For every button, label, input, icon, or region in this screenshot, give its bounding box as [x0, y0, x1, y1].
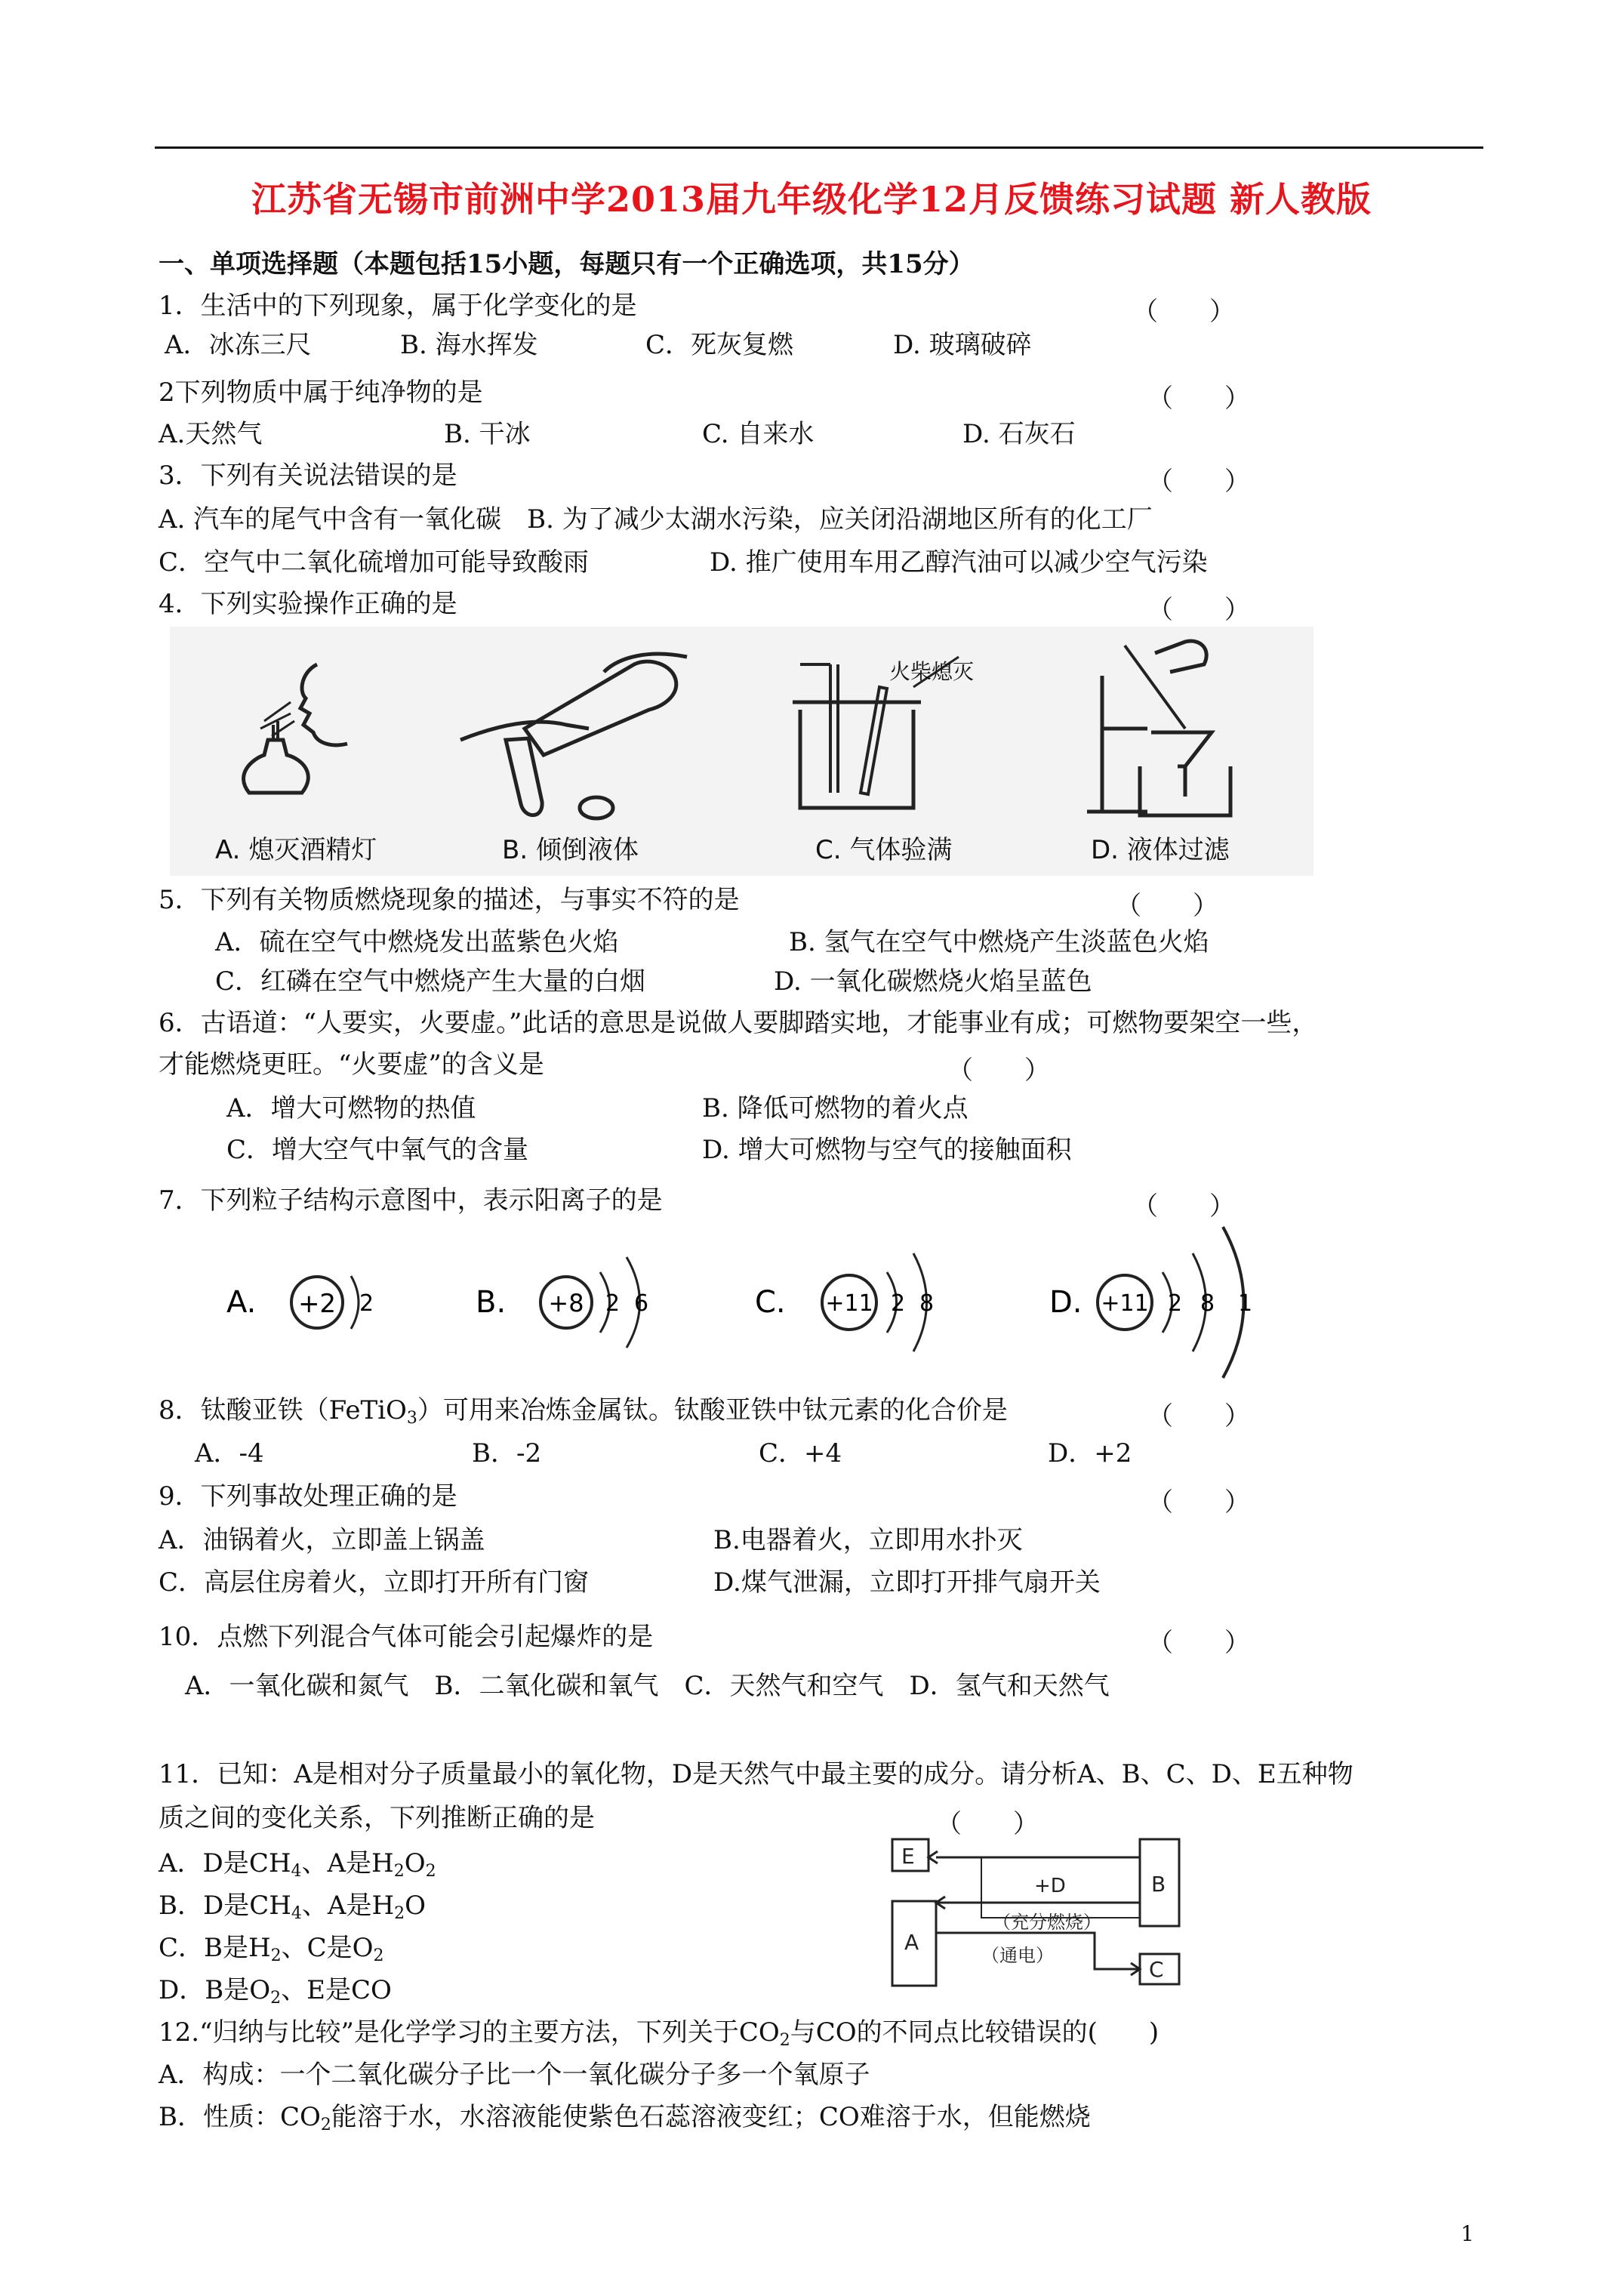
q6-option-b: B. 降低可燃物的着火点 — [702, 1093, 969, 1123]
fig-caption-c: C. 气体验满 — [815, 835, 953, 865]
q2-stem: 2下列物质中属于纯净物的是 — [159, 378, 483, 408]
atom-b-shell-1-count: 2 — [605, 1290, 621, 1317]
q2-answer-paren: （ ） — [1147, 384, 1250, 414]
q1-stem: 1．生活中的下列现象，属于化学变化的是 — [159, 291, 637, 321]
q10-answer-paren: （ ） — [1147, 1628, 1250, 1658]
q6-stem-line2: 才能燃烧更旺。“火要虚”的含义是 — [159, 1049, 544, 1080]
arrow-label-burn: （充分燃烧） — [993, 1912, 1101, 1933]
q7-stem: 7．下列粒子结构示意图中，表示阳离子的是 — [159, 1185, 663, 1216]
q12-stem: 12.“归纳与比较”是化学学习的主要方法，下列关于$CO_2$与CO的不同点比较错误的( ) — [159, 2017, 1160, 2050]
q6-option-d: D. 增大可燃物与空气的接触面积 — [702, 1135, 1072, 1165]
q11-answer-paren: （ ） — [936, 1809, 1039, 1839]
atom-d-charge: +11 — [1101, 1290, 1149, 1317]
q9-option-b: B.电器着火，立即用水扑灭 — [713, 1525, 1023, 1555]
q11-option-a: A．D是$CH_4$、A是$H_2O_2$ — [159, 1848, 436, 1881]
q4-answer-paren: （ ） — [1147, 595, 1250, 625]
atom-d-shell-3-count: 1 — [1238, 1290, 1253, 1317]
atom-c-shell-2-count: 8 — [919, 1290, 935, 1317]
fig-caption-b: B. 倾倒液体 — [502, 835, 639, 865]
arrow-label-electrolysis: （通电） — [981, 1945, 1054, 1966]
q1-answer-paren: （ ） — [1132, 297, 1235, 327]
atom-c-label: C. — [755, 1285, 786, 1320]
q3-answer-paren: （ ） — [1147, 467, 1250, 497]
arrow-label-plus-d: +D — [1034, 1875, 1066, 1897]
fig-caption-a: A. 熄灭酒精灯 — [215, 835, 377, 865]
q5-option-d: D. 一氧化碳燃烧火焰呈蓝色 — [774, 966, 1092, 997]
q10-options: A．一氧化碳和氮气 B．二氧化碳和氧气 C．天然气和空气 D．氢气和天然气 — [185, 1671, 1110, 1701]
q7-answer-paren: （ ） — [1132, 1191, 1235, 1222]
q2-option-c: C. 自来水 — [702, 419, 815, 449]
q3-stem: 3．下列有关说法错误的是 — [159, 461, 457, 491]
q3-option-c: C．空气中二氧化硫增加可能导致酸雨 — [159, 547, 590, 578]
q2-option-a: A.天然气 — [159, 419, 263, 449]
box-c-label: C — [1149, 1957, 1164, 1982]
q11-option-d: D．B是$O_2$、E是CO — [159, 1975, 392, 2008]
box-a-label: A — [904, 1930, 919, 1955]
atom-b-label: B. — [476, 1285, 507, 1320]
section-heading: 一、单项选择题（本题包括15小题，每题只有一个正确选项，共15分） — [159, 249, 975, 279]
q2-option-d: D. 石灰石 — [962, 419, 1076, 449]
atom-b-charge: +8 — [548, 1289, 584, 1318]
q2-option-b: B. 干冰 — [444, 419, 531, 449]
alcohol-lamp-figure — [219, 649, 393, 823]
q8-answer-paren: （ ） — [1147, 1401, 1250, 1432]
q1-option-b: B. 海水挥发 — [400, 330, 538, 360]
q11-option-b: B．D是$CH_4$、A是$H_2O$ — [159, 1891, 427, 1923]
q6-option-a: A．增大可燃物的热值 — [226, 1093, 476, 1123]
q3-option-d: D. 推广使用车用乙醇汽油可以减少空气污染 — [710, 547, 1208, 578]
q9-stem: 9．下列事故处理正确的是 — [159, 1481, 457, 1512]
q12-option-a: A．构成：一个二氧化碳分子比一个一氧化碳分子多一个氧原子 — [159, 2060, 870, 2090]
q8-option-b: B．-2 — [472, 1438, 542, 1469]
atom-d-shell-2-count: 8 — [1200, 1290, 1215, 1317]
q6-option-c: C．增大空气中氧气的含量 — [226, 1135, 529, 1165]
atom-c-charge: +11 — [825, 1290, 873, 1317]
q11-stem-line2: 质之间的变化关系，下列推断正确的是 — [159, 1803, 595, 1833]
filtration-figure — [1079, 638, 1276, 827]
q5-stem: 5．下列有关物质燃烧现象的描述，与事实不符的是 — [159, 885, 740, 915]
atom-a-charge: +2 — [297, 1289, 337, 1319]
atom-c-shell-1-count: 2 — [891, 1290, 906, 1317]
q6-stem-line1: 6．古语道：“人要实，火要虚。”此话的意思是说做人要脚踏实地，才能事业有成；可燃物要架空一些， — [159, 1008, 1318, 1038]
q5-option-c: C．红磷在空气中燃烧产生大量的白烟 — [215, 966, 646, 997]
box-e-label: E — [901, 1844, 915, 1869]
q1-option-d: D. 玻璃破碎 — [893, 330, 1032, 360]
q6-answer-paren: （ ） — [947, 1056, 1050, 1086]
atom-a-shell-1 — [351, 1276, 359, 1329]
fig-caption-d: D. 液体过滤 — [1091, 835, 1230, 865]
q10-stem: 10．点燃下列混合气体可能会引起爆炸的是 — [159, 1622, 654, 1652]
match-out-label: 火柴熄灭 — [889, 659, 975, 684]
q9-option-d: D.煤气泄漏，立即打开排气扇开关 — [713, 1567, 1101, 1598]
q8-option-d: D．+2 — [1048, 1438, 1132, 1469]
q9-option-a: A．油锅着火，立即盖上锅盖 — [159, 1525, 485, 1555]
q1-option-a: A．冰冻三尺 — [165, 330, 312, 360]
q12-option-b: B．性质：$CO_2$能溶于水，水溶液能使紫色石蕊溶液变红；CO难溶于水，但能燃烧 — [159, 2102, 1091, 2134]
particle-diagrams — [226, 1223, 1298, 1374]
q11-stem-line1: 11．已知：A是相对分子质量最小的氧化物，D是天然气中最主要的成分。请分析A、B、C、D、E五种物 — [159, 1759, 1354, 1789]
q9-answer-paren: （ ） — [1147, 1487, 1250, 1518]
q9-option-c: C．高层住房着火，立即打开所有门窗 — [159, 1567, 590, 1598]
atom-b-shell-2-count: 6 — [634, 1290, 649, 1317]
page-number: 1 — [1461, 2221, 1474, 2246]
q3-option-ab: A. 汽车的尾气中含有一氧化碳 B. 为了减少太湖水污染，应关闭沿湖地区所有的化工厂 — [159, 504, 1153, 535]
atom-a-shell-1-count: 2 — [359, 1290, 374, 1317]
atom-d-shell-1-count: 2 — [1168, 1290, 1183, 1317]
q11-option-c: C．B是$H_2$、C是$O_2$ — [159, 1933, 384, 1965]
atom-a-label: A. — [226, 1285, 257, 1320]
q8-option-c: C．+4 — [759, 1438, 842, 1469]
q8-option-a: A．-4 — [195, 1438, 264, 1469]
atom-d-label: D. — [1049, 1285, 1083, 1320]
q5-answer-paren: （ ） — [1116, 891, 1218, 921]
box-b-label: B — [1151, 1872, 1166, 1897]
q1-option-c: C．死灰复燃 — [645, 330, 794, 360]
q8-stem: 8．钛酸亚铁（FeTiO$_3$）可用来冶炼金属钛。钛酸亚铁中钛元素的化合价是 — [159, 1395, 1008, 1428]
q11-relation-diagram — [891, 1835, 1193, 1993]
pouring-liquid-figure — [453, 642, 694, 823]
page-title: 江苏省无锡市前洲中学2013届九年级化学12月反馈练习试题 新人教版 — [251, 179, 1372, 220]
q5-option-a: A．硫在空气中燃烧发出蓝紫色火焰 — [215, 927, 619, 957]
q4-stem: 4．下列实验操作正确的是 — [159, 589, 457, 619]
q5-option-b: B. 氢气在空气中燃烧产生淡蓝色火焰 — [789, 927, 1209, 957]
header-rule — [155, 146, 1483, 149]
